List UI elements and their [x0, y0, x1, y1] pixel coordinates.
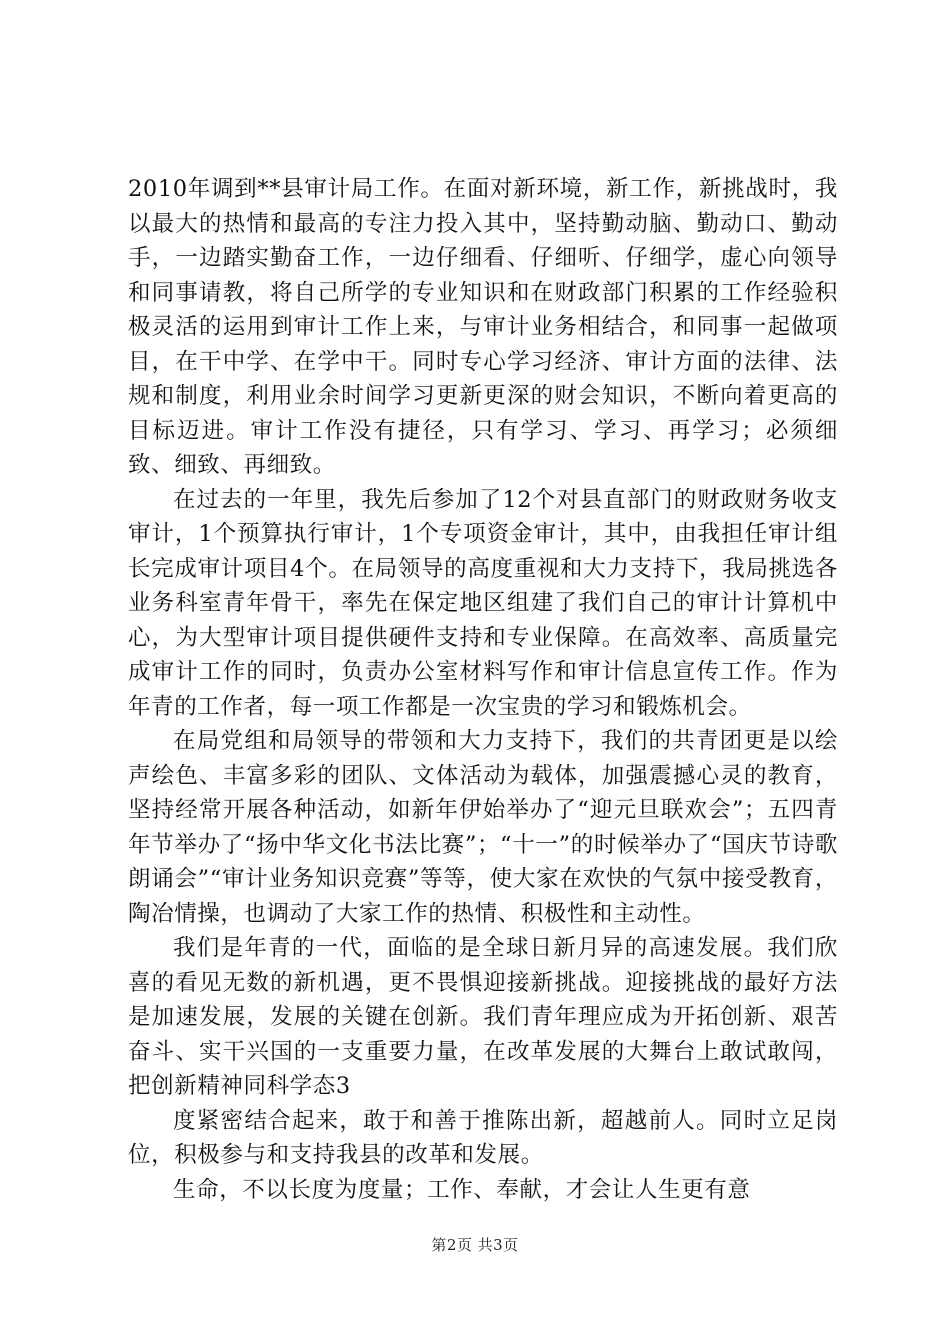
page-number-label: 第2页 共3页: [431, 1236, 519, 1254]
page-footer: [0, 1234, 950, 1255]
paragraph-4: 我们是年青的一代，面临的是全球日新月异的高速发展。我们欣喜的看见无数的新机遇，更不畏惧迎接新挑战。迎接挑战的最好方法是加速发展，发展的关键在创新。我们青年理应成为开拓创新、艰苦奋斗、实干兴国的一支重要力量，在改革发展的大舞台上敢试敢闯，把创新精神同科学态3: [128, 935, 838, 1099]
paragraph-1: 2010年调到**县审计局工作。在面对新环境，新工作，新挑战时，我以最大的热情和最高的专注力投入其中，坚持勤动脑、勤动口、勤动手，一边踏实勤奋工作，一边仔细看、仔细听、仔细学，虚心向领导和同事请教，将自己所学的专业知识和在财政部门积累的工作经验积极灵活的运用到审计工作上来，与审计业务相结合，和同事一起做项目，在干中学、在学中干。同时专心学习经济、审计方面的法律、法规和制度，利用业余时间学习更新更深的财会知识，不断向着更高的目标迈进。审计工作没有捷径，只有学习、学习、再学习；必须细致、细致、再细致。: [128, 176, 838, 478]
document-body: [128, 172, 838, 1207]
paragraph-6: 生命，不以长度为度量；工作、奉献，才会让人生更有意: [173, 1176, 751, 1203]
paragraph-3: 在局党组和局领导的带领和大力支持下，我们的共青团更是以绘声绘色、丰富多彩的团队、文体活动为载体，加强震撼心灵的教育，坚持经常开展各种活动，如新年伊始举办了“迎元旦联欢会”；五四青年节举办了“扬中华文化书法比赛”；“十一”的时候举办了“国庆节诗歌朗诵会”“审计业务知识竞赛”等等，使大家在欢快的气氛中接受教育，陶冶情操，也调动了大家工作的热情、积极性和主动性。: [128, 728, 838, 927]
paragraph-2: 在过去的一年里，我先后参加了12个对县直部门的财政财务收支审计，1个预算执行审计，1个专项资金审计，其中，由我担任审计组长完成审计项目4个。在局领导的高度重视和大力支持下，我局挑选各业务科室青年骨干，率先在保定地区组建了我们自己的审计计算机中心，为大型审计项目提供硬件支持和专业保障。在高效率、高质量完成审计工作的同时，负责办公室材料写作和审计信息宣传工作。作为年青的工作者，每一项工作都是一次宝贵的学习和锻炼机会。: [128, 486, 838, 720]
paragraph-5: 度紧密结合起来，敢于和善于推陈出新，超越前人。同时立足岗位，积极参与和支持我县的改革和发展。: [128, 1107, 838, 1168]
